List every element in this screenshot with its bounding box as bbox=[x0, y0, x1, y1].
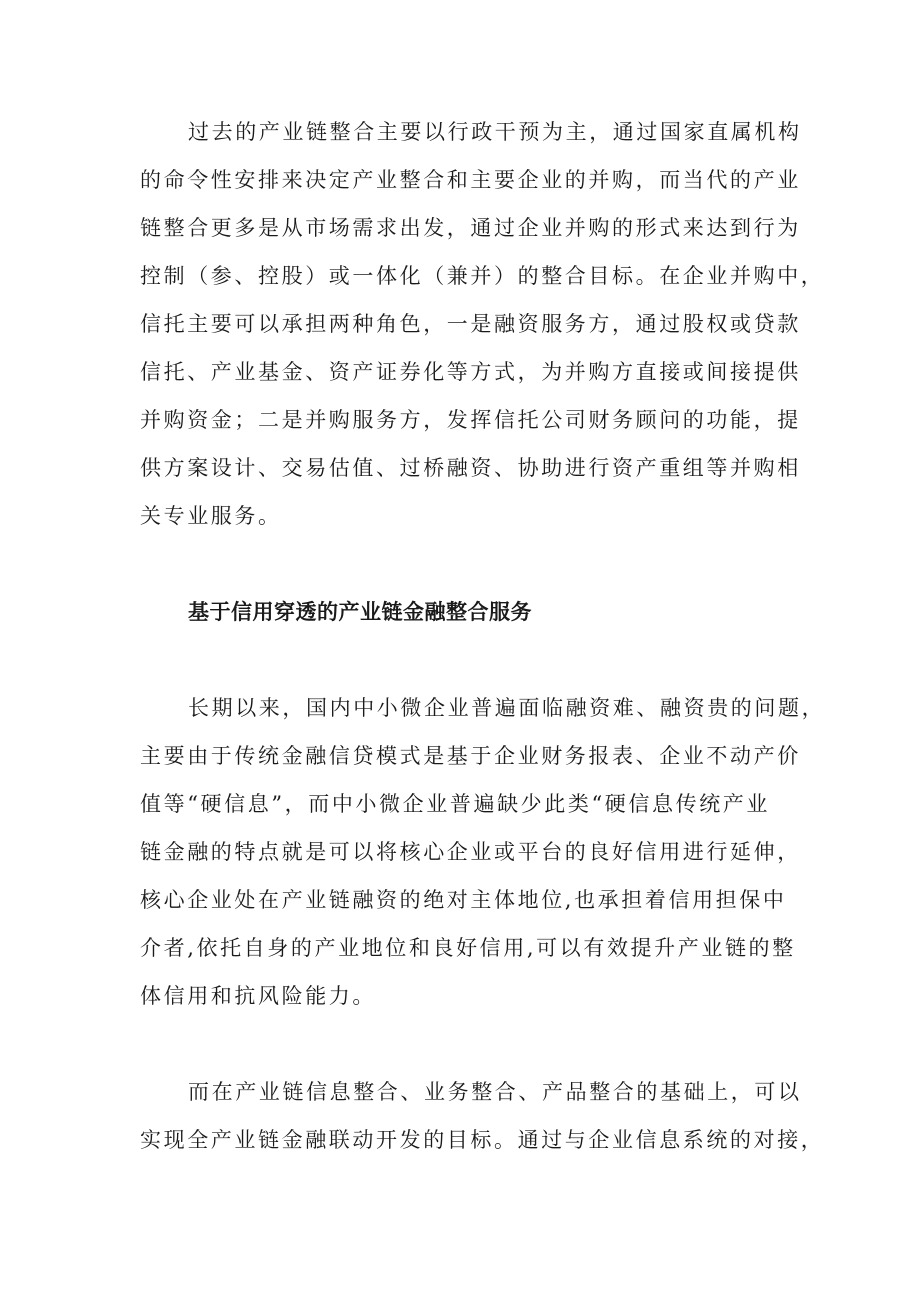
paragraph-line: 实现全产业链金融联动开发的目标。通过与企业信息系统的对接， bbox=[140, 1128, 825, 1152]
paragraph-line: 控制（参、控股）或一体化（兼并）的整合目标。在企业并购中， bbox=[140, 264, 825, 288]
paragraph-line: 长期以来，国内中小微企业普遍面临融资难、融资贵的问题， bbox=[188, 696, 826, 720]
paragraph-line: 而在产业链信息整合、业务整合、产品整合的基础上，可以 bbox=[188, 1080, 802, 1104]
paragraph-line: 介者,依托自身的产业地位和良好信用,可以有效提升产业链的整 bbox=[140, 936, 796, 960]
paragraph-line: 信托主要可以承担两种角色，一是融资服务方，通过股权或贷款 bbox=[140, 312, 801, 336]
paragraph-line: 供方案设计、交易估值、过桥融资、协助进行资产重组等并购相 bbox=[140, 456, 801, 480]
paragraph-line: 过去的产业链整合主要以行政干预为主，通过国家直属机构 bbox=[188, 120, 802, 144]
paragraph-line: 并购资金；二是并购服务方，发挥信托公司财务顾问的功能，提 bbox=[140, 408, 801, 432]
section-heading: 基于信用穿透的产业链金融整合服务 bbox=[188, 599, 532, 624]
paragraph-line: 链金融的特点就是可以将核心企业或平台的良好信用进行延伸， bbox=[140, 840, 801, 864]
paragraph-line: 核心企业处在产业链融资的绝对主体地位,也承担着信用担保中 bbox=[140, 888, 787, 912]
paragraph-line: 主要由于传统金融信贷模式是基于企业财务报表、企业不动产价 bbox=[140, 744, 801, 768]
paragraph-line: 信托、产业基金、资产证券化等方式，为并购方直接或间接提供 bbox=[140, 360, 801, 384]
paragraph-line: 的命令性安排来决定产业整合和主要企业的并购，而当代的产业 bbox=[140, 168, 801, 192]
paragraph-line: 关专业服务。 bbox=[140, 504, 282, 528]
paragraph-line: 体信用和抗风险能力。 bbox=[140, 984, 376, 1008]
paragraph-line: 链整合更多是从市场需求出发，通过企业并购的形式来达到行为 bbox=[140, 216, 801, 240]
paragraph-line: 值等“硬信息”，而中小微企业普遍缺少此类“硬信息传统产业 bbox=[140, 792, 771, 816]
